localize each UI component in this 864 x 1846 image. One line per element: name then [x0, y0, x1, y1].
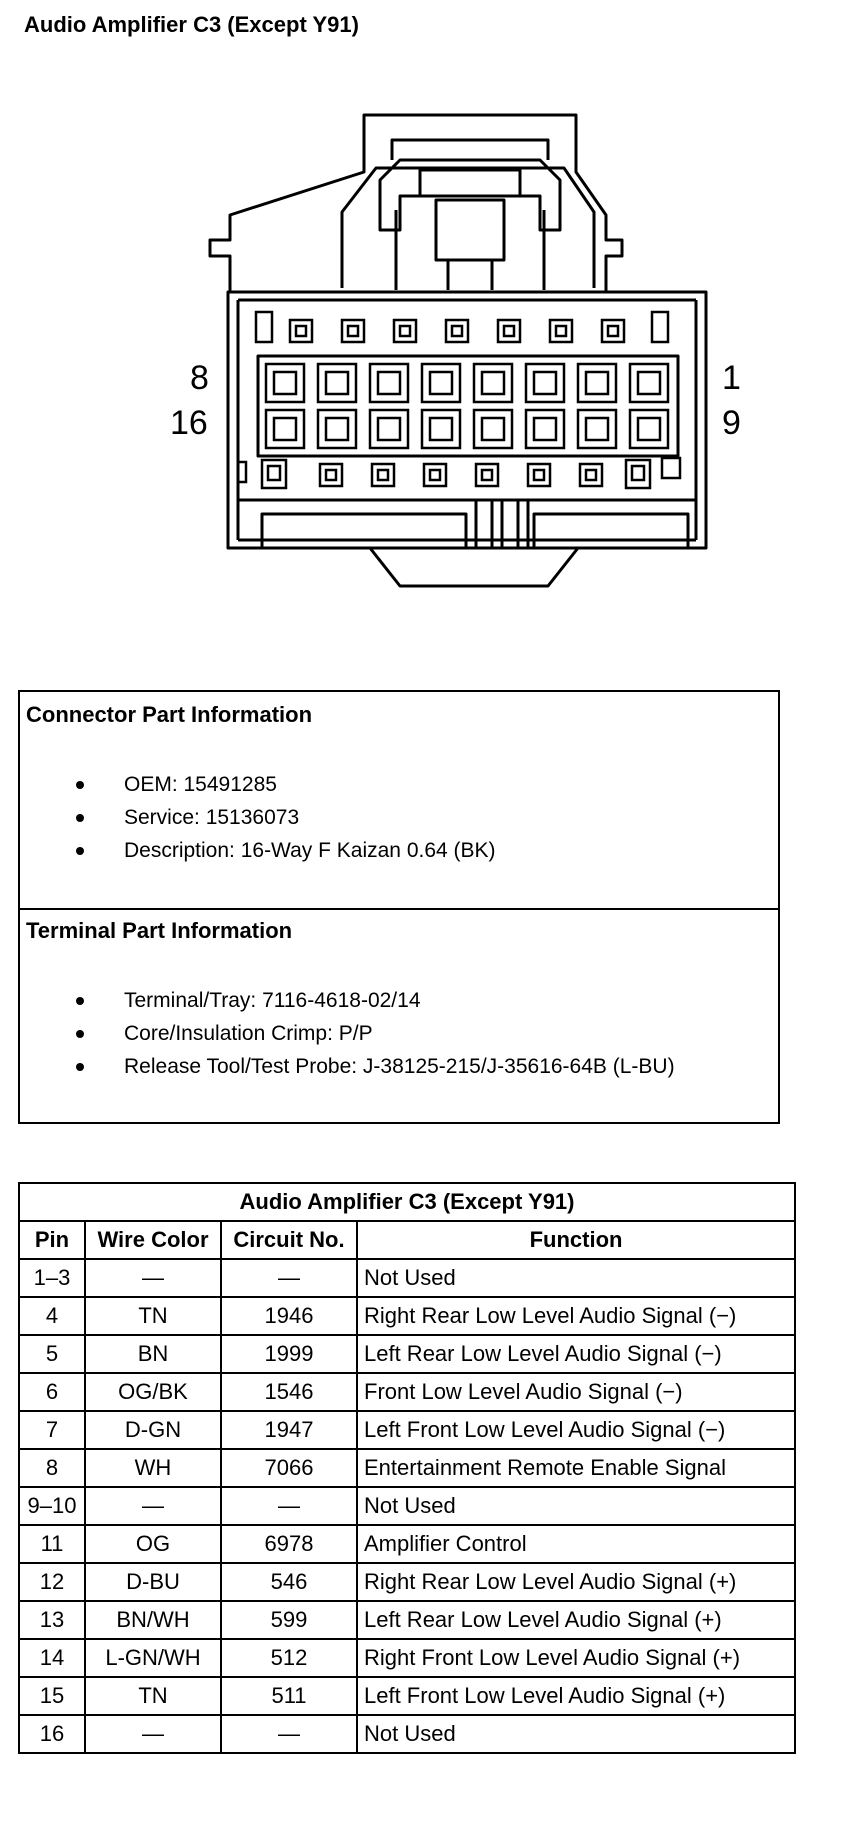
circuit-no-cell: 599 — [221, 1601, 357, 1639]
wire-color-cell: BN/WH — [85, 1601, 221, 1639]
connector-info-title: Connector Part Information — [26, 702, 313, 727]
wire-color-cell: L-GN/WH — [85, 1639, 221, 1677]
list-item: Service: 15136073 — [20, 801, 496, 834]
pin-cell: 4 — [19, 1297, 85, 1335]
function-cell: Not Used — [357, 1259, 795, 1297]
pin-cell: 16 — [19, 1715, 85, 1753]
pin-cell: 5 — [19, 1335, 85, 1373]
bullet-icon — [76, 1063, 84, 1071]
wire-color-cell: OG/BK — [85, 1373, 221, 1411]
wire-color-cell: TN — [85, 1677, 221, 1715]
pin-table — [18, 1182, 796, 1754]
wire-color-cell: BN — [85, 1335, 221, 1373]
terminal-part-info — [20, 908, 778, 1122]
circuit-no-cell: 7066 — [221, 1449, 357, 1487]
pin-cell: 6 — [19, 1373, 85, 1411]
table-row — [19, 1411, 795, 1449]
page-title: Audio Amplifier C3 (Except Y91) — [24, 12, 359, 37]
list-item: Description: 16-Way F Kaizan 0.64 (BK) — [20, 834, 496, 867]
col-header-wire-color: Wire Color — [85, 1221, 221, 1259]
pin-cell: 1–3 — [19, 1259, 85, 1297]
function-cell: Not Used — [357, 1715, 795, 1753]
table-row — [19, 1715, 795, 1753]
wire-color-cell: OG — [85, 1525, 221, 1563]
circuit-no-cell: 546 — [221, 1563, 357, 1601]
list-item: Core/Insulation Crimp: P/P — [20, 1017, 675, 1050]
pin-cell: 9–10 — [19, 1487, 85, 1525]
bullet-icon — [76, 781, 84, 789]
wire-color-cell: — — [85, 1487, 221, 1525]
function-cell: Entertainment Remote Enable Signal — [357, 1449, 795, 1487]
circuit-no-cell: 512 — [221, 1639, 357, 1677]
wire-color-cell: TN — [85, 1297, 221, 1335]
pin-cell: 14 — [19, 1639, 85, 1677]
table-title: Audio Amplifier C3 (Except Y91) — [19, 1183, 795, 1221]
pin-label-16: 16 — [170, 404, 208, 442]
connector-part-info — [20, 692, 778, 910]
bullet-icon — [76, 997, 84, 1005]
table-row — [19, 1297, 795, 1335]
table-row — [19, 1487, 795, 1525]
table-row — [19, 1563, 795, 1601]
top-small-pin-row — [256, 312, 668, 342]
connector-diagram — [0, 0, 864, 640]
wire-color-cell: — — [85, 1715, 221, 1753]
circuit-no-cell: 511 — [221, 1677, 357, 1715]
wire-color-cell: WH — [85, 1449, 221, 1487]
circuit-no-cell: 1999 — [221, 1335, 357, 1373]
circuit-no-cell: 1546 — [221, 1373, 357, 1411]
table-row — [19, 1449, 795, 1487]
pin-cell: 12 — [19, 1563, 85, 1601]
wire-color-cell: D-GN — [85, 1411, 221, 1449]
pin-cell: 13 — [19, 1601, 85, 1639]
function-cell: Left Front Low Level Audio Signal (+) — [357, 1677, 795, 1715]
pin-cell: 7 — [19, 1411, 85, 1449]
connector-info-list — [20, 768, 496, 867]
col-header-circuit-no: Circuit No. — [221, 1221, 357, 1259]
col-header-function: Function — [357, 1221, 795, 1259]
pin-label-1: 1 — [722, 359, 741, 397]
list-item: OEM: 15491285 — [20, 768, 496, 801]
circuit-no-cell: — — [221, 1715, 357, 1753]
function-cell: Right Rear Low Level Audio Signal (+) — [357, 1563, 795, 1601]
terminal-info-title: Terminal Part Information — [26, 918, 293, 943]
part-info-box — [18, 690, 780, 1124]
list-item: Terminal/Tray: 7116-4618-02/14 — [20, 984, 675, 1017]
wire-color-cell: D-BU — [85, 1563, 221, 1601]
function-cell: Amplifier Control — [357, 1525, 795, 1563]
function-cell: Front Low Level Audio Signal (−) — [357, 1373, 795, 1411]
circuit-no-cell: 1947 — [221, 1411, 357, 1449]
table-row — [19, 1525, 795, 1563]
wire-color-cell: — — [85, 1259, 221, 1297]
table-row — [19, 1677, 795, 1715]
function-cell: Left Rear Low Level Audio Signal (+) — [357, 1601, 795, 1639]
pin-cell: 15 — [19, 1677, 85, 1715]
table-row — [19, 1259, 795, 1297]
pin-table-body — [19, 1259, 795, 1753]
function-cell: Left Rear Low Level Audio Signal (−) — [357, 1335, 795, 1373]
table-row — [19, 1601, 795, 1639]
pin-label-8: 8 — [190, 359, 209, 397]
pin-label-9: 9 — [722, 404, 741, 442]
list-item: Release Tool/Test Probe: J-38125-215/J-35616-64B (L-BU) — [20, 1050, 675, 1083]
circuit-no-cell: — — [221, 1259, 357, 1297]
pin-cell: 11 — [19, 1525, 85, 1563]
bullet-icon — [76, 1030, 84, 1038]
circuit-no-cell: 1946 — [221, 1297, 357, 1335]
col-header-pin: Pin — [19, 1221, 85, 1259]
pin-cavity-rows — [266, 364, 668, 448]
function-cell: Left Front Low Level Audio Signal (−) — [357, 1411, 795, 1449]
table-row — [19, 1373, 795, 1411]
table-row — [19, 1335, 795, 1373]
function-cell: Right Rear Low Level Audio Signal (−) — [357, 1297, 795, 1335]
function-cell: Right Front Low Level Audio Signal (+) — [357, 1639, 795, 1677]
terminal-info-list — [20, 984, 675, 1083]
bottom-small-pin-row — [238, 458, 680, 488]
bullet-icon — [76, 847, 84, 855]
circuit-no-cell: 6978 — [221, 1525, 357, 1563]
pin-cell: 8 — [19, 1449, 85, 1487]
table-row — [19, 1639, 795, 1677]
bullet-icon — [76, 814, 84, 822]
circuit-no-cell: — — [221, 1487, 357, 1525]
function-cell: Not Used — [357, 1487, 795, 1525]
